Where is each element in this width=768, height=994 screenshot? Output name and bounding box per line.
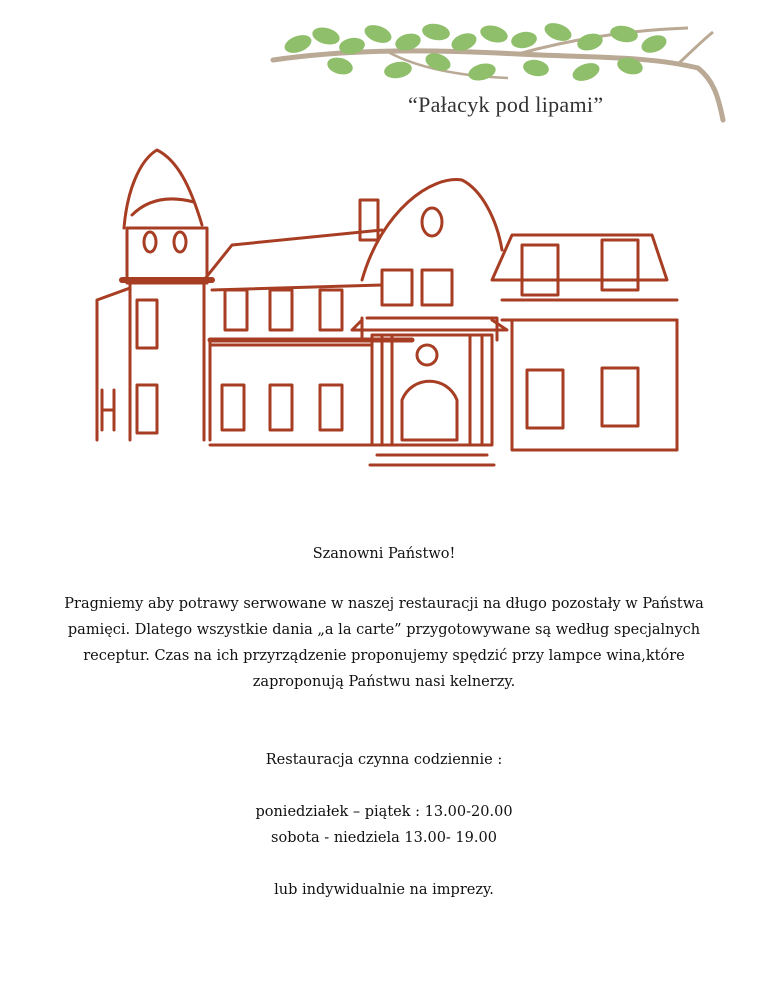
greeting: Szanowni Państwo! [312,546,456,562]
letter-body [40,541,728,903]
opening-hours-heading: Restauracja czynna codziennie : [265,752,503,768]
restaurant-logo-title: “Pałacyk pod lipami” [408,92,604,117]
opening-hours [40,799,728,851]
palace-building-illustration [92,140,682,480]
hours-weekend: sobota - niedziela 13.00- 19.00 [271,830,497,846]
hours-weekdays: poniedziałek – piątek : 13.00-20.00 [255,804,513,820]
intro-paragraph: Pragniemy aby potrawy serwowane w naszej restauracji na długo pozostały w Państwa pamięci. Dlatego wszystkie dania „a la carte” przygotowywane są według specjalnych receptur. Czas na ich przyrządzenie proponujemy spędzić przy lampce wina,które zaproponują Państwu nasi kelnerzy. [64,596,704,690]
events-note: lub indywidualnie na imprezy. [274,882,494,898]
